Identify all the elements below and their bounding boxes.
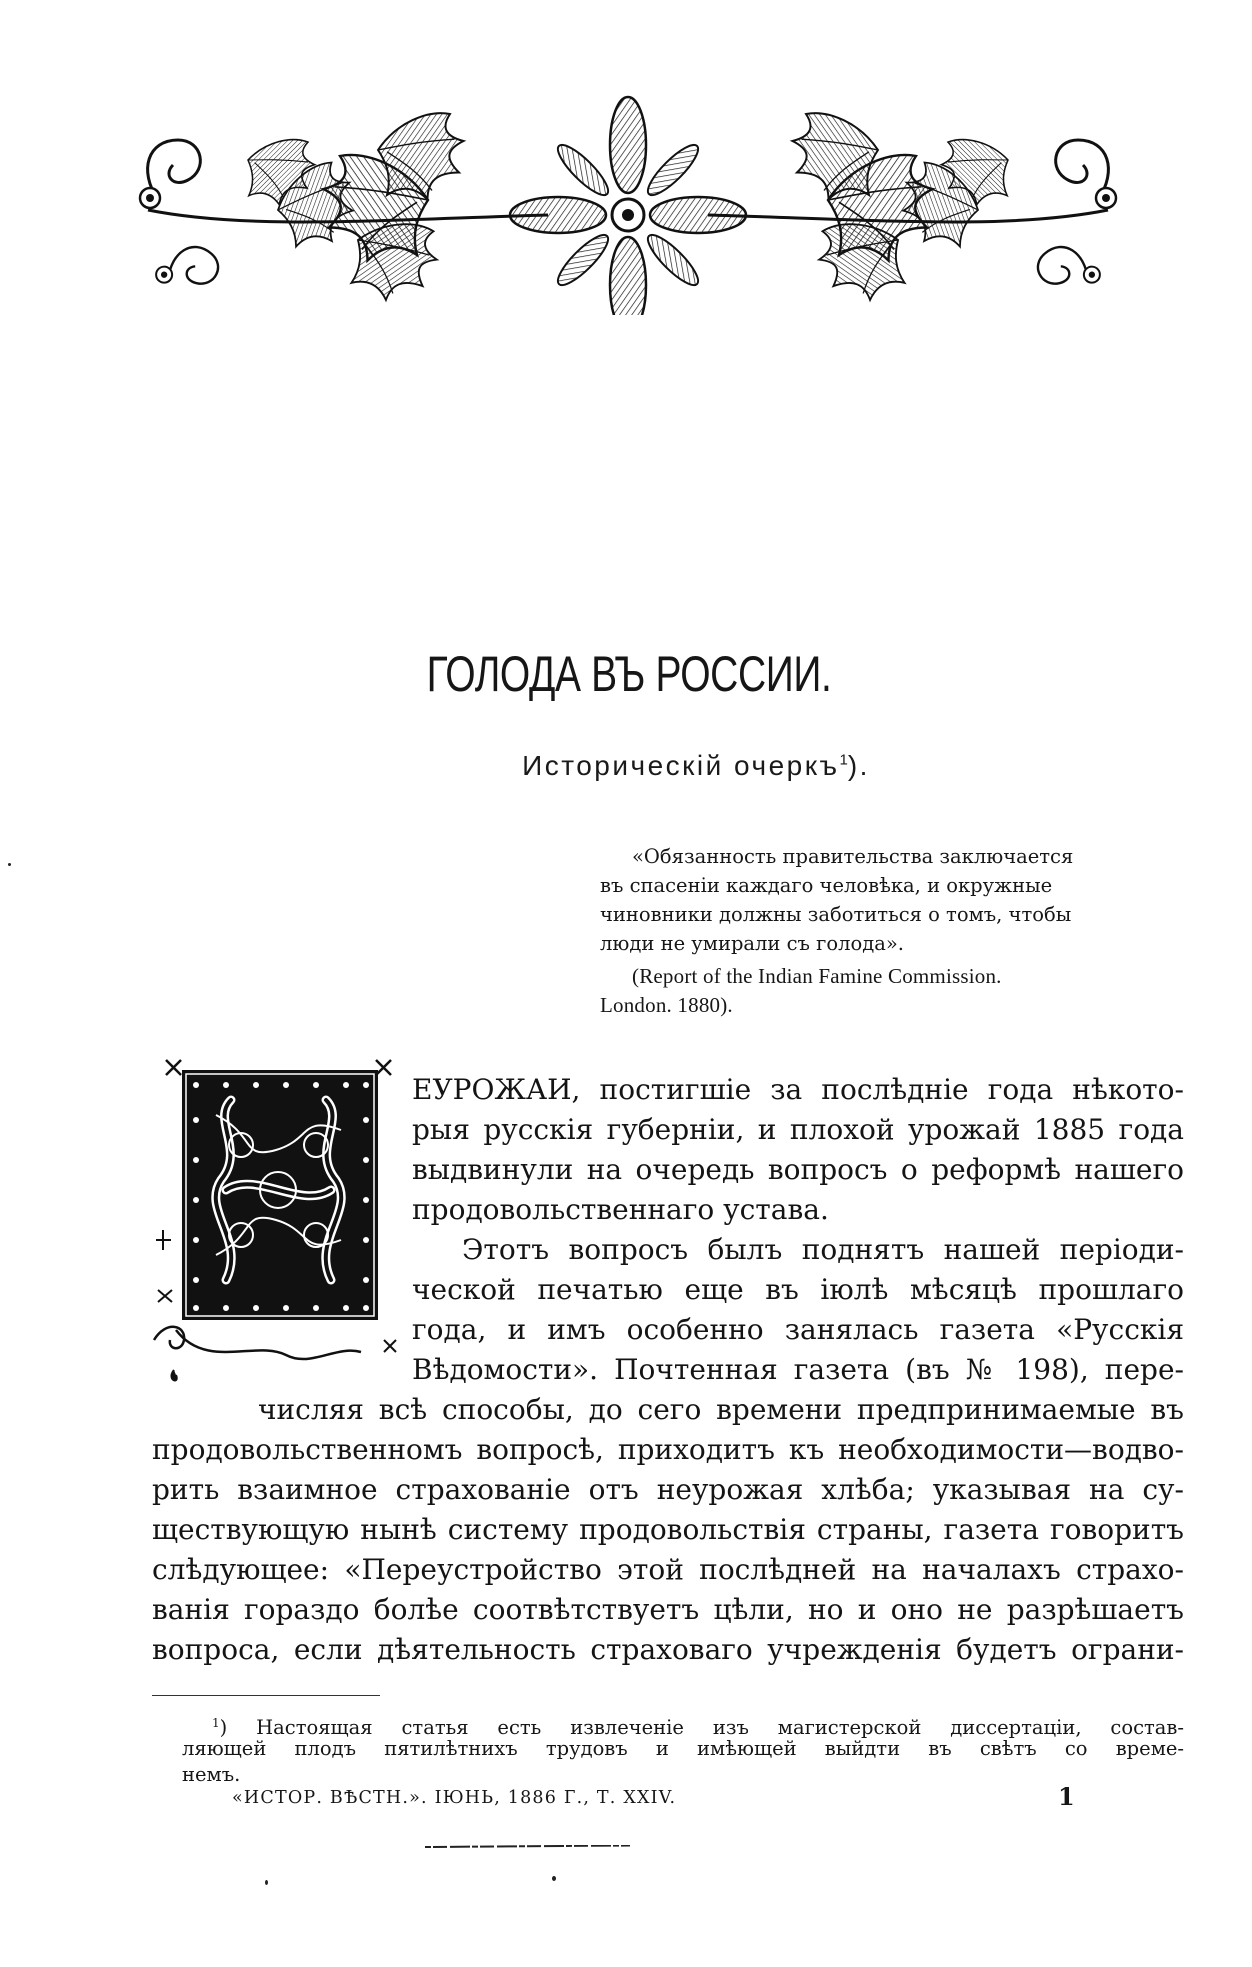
page-number: 1 (1058, 1782, 1075, 1811)
epigraph-source-line: (Report of the Indian Famine Commission. (632, 964, 1002, 988)
body-line: продовольственномъ вопросѣ, приходитъ къ необходимости—водво- (152, 1433, 1184, 1466)
scan-smudge (425, 1845, 630, 1848)
epigraph (600, 842, 1150, 1020)
footnote-line: ляющей плодъ пятилѣтнихъ трудовъ и имѣющей выйдти въ свѣтъ со време- (182, 1737, 1184, 1760)
scan-speck (552, 1876, 556, 1881)
footnote-marker: 1 (839, 751, 848, 769)
body-line: ванія гораздо болѣе соотвѣтствуетъ цѣли, но и оно не разрѣшаетъ (152, 1593, 1184, 1626)
epigraph-source (600, 962, 1150, 1020)
body-line: Вѣдомости». Почтенная газета (въ № 198), пере- (412, 1353, 1184, 1386)
body-line: числяя всѣ способы, до сего времени предпринимаемые въ (258, 1393, 1184, 1426)
body-line: слѣдующее: «Переустройство этой послѣдней на началахъ страхо- (152, 1553, 1184, 1586)
scan-speck (8, 863, 11, 866)
epigraph-line: «Обязанность правительства заключается (632, 845, 1074, 868)
scan-speck (265, 1880, 268, 1885)
epigraph-source-line: London. 1880). (600, 993, 733, 1017)
body-line: выдвинули на очередь вопросъ о реформѣ нашего (412, 1153, 1184, 1186)
body-line: ческой печатью еще въ іюлѣ мѣсяцѣ прошлаго (412, 1273, 1184, 1306)
body-line: ществующую нынѣ систему продовольствія страны, газета говоритъ (152, 1513, 1184, 1546)
body-line: ЕУРОЖАИ, постигшіе за послѣдніе года нѣкото- (412, 1073, 1184, 1106)
epigraph-line: люди не умирали съ голода». (600, 932, 905, 955)
footnote-rule (152, 1695, 380, 1696)
body-line: продовольственнаго устава. (412, 1193, 829, 1226)
subtitle-tail: ). (847, 750, 870, 781)
ornamental-headpiece (128, 80, 1128, 315)
epigraph-line: чиновники должны заботиться о томъ, чтобы (600, 903, 1072, 926)
footnote-line: немъ. (182, 1763, 241, 1786)
article-title: ГОЛОДА ВЪ РОССИИ. (426, 646, 832, 702)
article-subtitle (0, 750, 1252, 782)
epigraph-quote (600, 842, 1150, 958)
body-line: рить взаимное страхованіе отъ неурожая хлѣба; указывая на су- (152, 1473, 1184, 1506)
footnote-number: 1 (212, 1716, 220, 1730)
body-line: рыя русскія губерніи, и плохой урожай 1885 года (412, 1113, 1184, 1146)
body-line: вопроса, если дѣятельность страховаго учрежденія будетъ ограни- (152, 1633, 1184, 1666)
subtitle-text: Историческій очеркъ (522, 750, 840, 781)
footnote-text: ) Настоящая статья есть извлеченіе изъ магистерской диссертаціи, состав- (219, 1716, 1184, 1739)
running-footer: «ИСТОР. ВѢСТН.». ІЮНЬ, 1886 Г., Т. XXIV. (232, 1788, 677, 1808)
body-line: года, и имъ особенно занялась газета «Русскія (412, 1313, 1184, 1346)
drop-cap-initial (146, 1040, 411, 1390)
body-line: Этотъ вопросъ былъ поднятъ нашей періоди- (462, 1233, 1184, 1266)
epigraph-line: въ спасеніи каждаго человѣка, и окружные (600, 874, 1053, 897)
